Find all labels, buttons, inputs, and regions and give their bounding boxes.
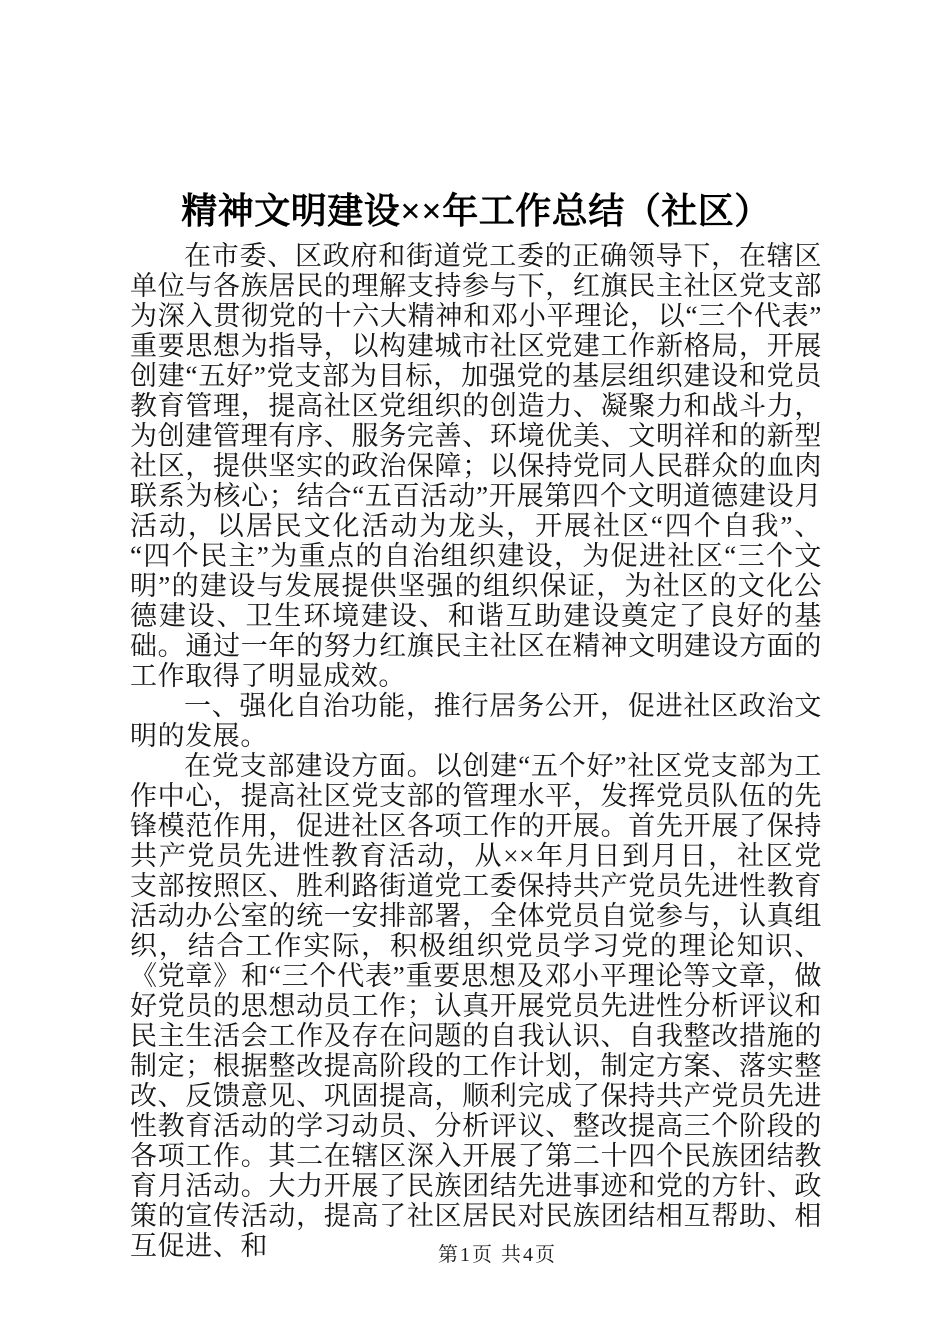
- paragraph-intro: 在市委、区政府和街道党工委的正确领导下，在辖区单位与各族居民的理解支持参与下，红旗民主社区党支部为深入贯彻党的十六大精神和邓小平理论，以“三个代表”重要思想为指导，以构建城市社区党建工作新格局，开展创建“五好”党支部为目标，加强党的基层组织建设和党员教育管理，提高社区党组织的创造力、凝聚力和战斗力，为创建管理有序、服务完善、环境优美、文明祥和的新型社区，提供坚实的政治保障；以保持党同人民群众的血肉联系为核心；结合“五百活动”开展第四个文明道德建设月活动，以居民文化活动为龙头，开展社区“四个自我”、“四个民主”为重点的自治组织建设，为促进社区“三个文明”的建设与发展提供坚强的组织保证，为社区的文化公德建设、卫生环境建设、和谐互助建设奠定了良好的基础。通过一年的努力红旗民主社区在精神文明建设方面的工作取得了明显成效。: [130, 241, 822, 691]
- paragraph-party-branch: 在党支部建设方面。以创建“五个好”社区党支部为工作中心，提高社区党支部的管理水平，发挥党员队伍的先锋模范作用，促进社区各项工作的开展。首先开展了保持共产党员先进性教育活动，从××年月日到月日，社区党支部按照区、胜利路街道党工委保持共产党员先进性教育活动办公室的统一安排部署，全体党员自觉参与，认真组织，结合工作实际，积极组织党员学习党的理论知识、《党章》和“三个代表”重要思想及邓小平理论等文章，做好党员的思想动员工作；认真开展党员先进性分析评议和民主生活会工作及存在问题的自我认识、自我整改措施的制定；根据整改提高阶段的工作计划，制定方案、落实整改、反馈意见、巩固提高，顺利完成了保持共产党员先进性教育活动的学习动员、分析评议、整改提高三个阶段的各项工作。其二在辖区深入开展了第二十四个民族团结教育月活动。大力开展了民族团结先进事迹和党的方针、政策的宣传活动，提高了社区居民对民族团结相互帮助、相互促进、和: [130, 751, 822, 1261]
- page-number-footer: 第1页 共4页: [438, 1244, 557, 1266]
- paragraph-section-heading: 一、强化自治功能，推行居务公开，促进社区政治文明的发展。: [130, 691, 822, 751]
- document-title: 精神文明建设××年工作总结（社区）: [181, 191, 771, 231]
- document-body: [130, 241, 822, 1261]
